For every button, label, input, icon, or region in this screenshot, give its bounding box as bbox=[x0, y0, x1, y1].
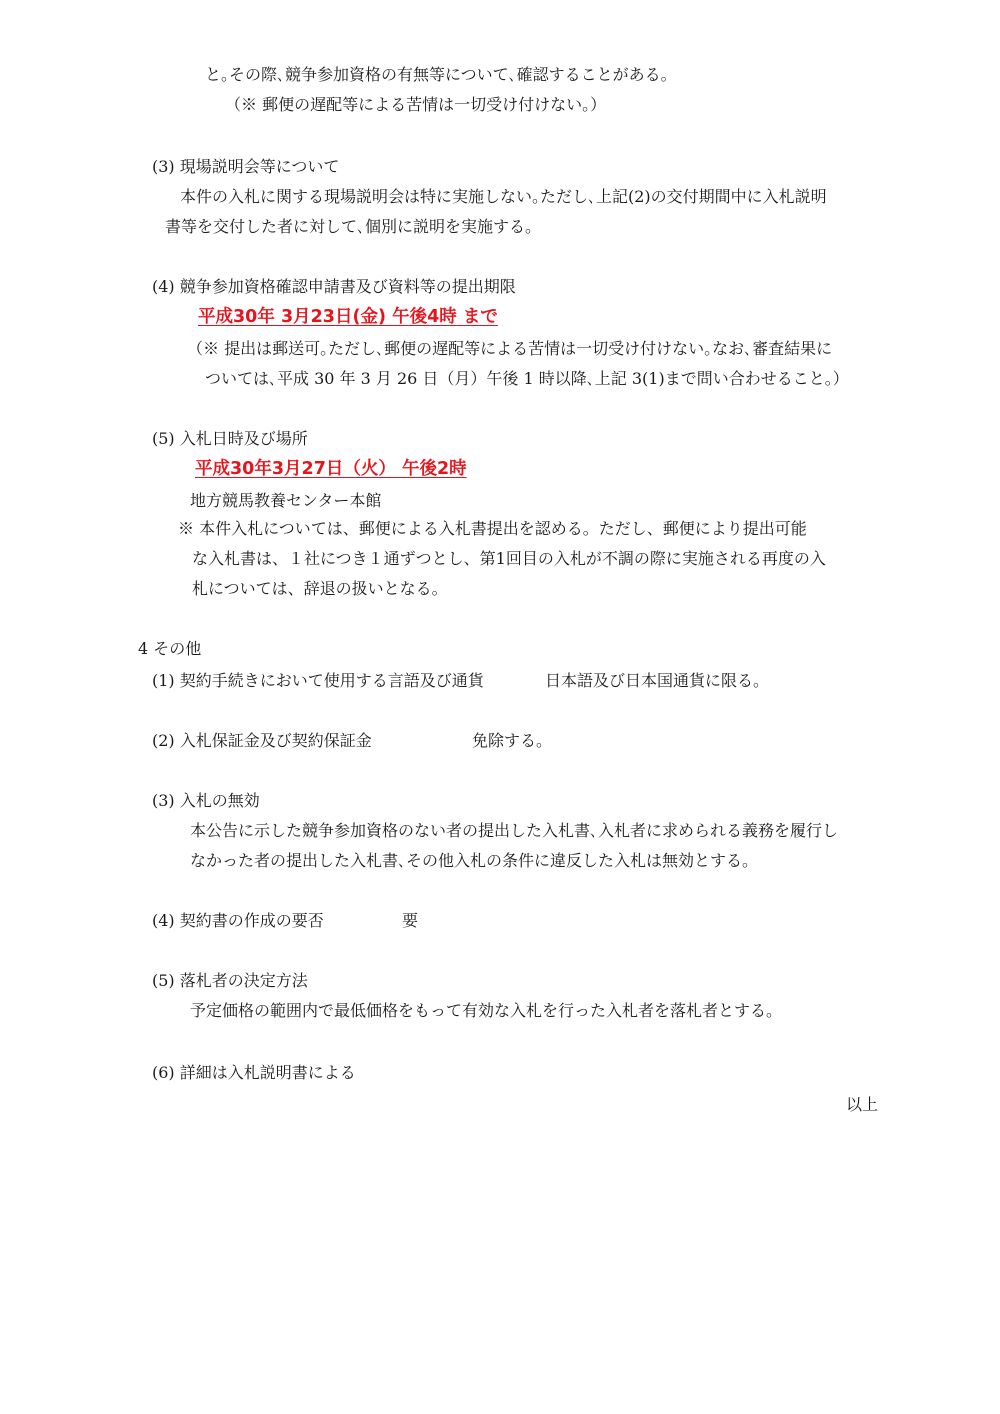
bid-datetime-highlight: 平成30年3月27日（火） 午後2時 bbox=[195, 459, 467, 479]
other-item-3-body: 本公告に示した競争参加資格のない者の提出した入札書､入札者に求められる義務を履行し bbox=[190, 821, 839, 840]
closing-mark: 以上 bbox=[846, 1095, 879, 1114]
other-item-6-label: (6) 詳細は入札説明書による bbox=[152, 1063, 356, 1082]
section-4-other-heading: 4 その他 bbox=[138, 639, 202, 658]
cont-line: と｡その際､競争参加資格の有無等について､確認することがある｡ bbox=[205, 65, 669, 84]
section-5-note: 札については、辞退の扱いとなる。 bbox=[192, 579, 448, 598]
section-5-note: な入札書は、１社につき１通ずつとし、第1回目の入札が不調の際に実施される再度の入 bbox=[192, 549, 826, 568]
section-4-heading: (4) 競争参加資格確認申請書及び資料等の提出期限 bbox=[152, 277, 516, 296]
other-item-5-label: (5) 落札者の決定方法 bbox=[152, 971, 308, 990]
other-item-4-label: (4) 契約書の作成の要否 bbox=[152, 911, 324, 930]
section-5-heading: (5) 入札日時及び場所 bbox=[152, 429, 308, 448]
other-item-3-body: なかった者の提出した入札書､その他入札の条件に違反した入札は無効とする｡ bbox=[190, 851, 751, 870]
other-item-1-label: (1) 契約手続きにおいて使用する言語及び通貨 bbox=[152, 671, 484, 690]
cont-note: （※ 郵便の遅配等による苦情は一切受け付けない｡） bbox=[225, 95, 607, 114]
deadline-highlight: 平成30年 3月23日(金) 午後4時 まで bbox=[198, 307, 498, 327]
section-4-note: （※ 提出は郵送可｡ただし､郵便の遅配等による苦情は一切受け付けない｡なお､審査結果に bbox=[187, 339, 833, 358]
section-5-note: ※ 本件入札については、郵便による入札書提出を認める。ただし、郵便により提出可能 bbox=[178, 519, 807, 538]
other-item-3-label: (3) 入札の無効 bbox=[152, 791, 260, 810]
other-item-1-value: 日本語及び日本国通貨に限る。 bbox=[545, 671, 770, 690]
section-4-note: ついては､平成 30 年 3 月 26 日（月）午後 1 時以降､上記 3(1)まで問い合わせること｡） bbox=[205, 369, 849, 388]
other-item-5-body: 予定価格の範囲内で最低価格をもって有効な入札を行った入札者を落札者とする。 bbox=[190, 1001, 783, 1020]
section-3-heading: (3) 現場説明会等について bbox=[152, 157, 340, 176]
section-3-body: 本件の入札に関する現場説明会は特に実施しない｡ただし､上記(2)の交付期間中に入札説明 bbox=[180, 187, 827, 206]
other-item-2-label: (2) 入札保証金及び契約保証金 bbox=[152, 731, 372, 750]
section-3-body: 書等を交付した者に対して､個別に説明を実施する｡ bbox=[165, 217, 534, 236]
other-item-4-value: 要 bbox=[402, 911, 419, 930]
other-item-2-value: 免除する。 bbox=[472, 731, 553, 750]
bid-place: 地方競馬教養センター本館 bbox=[190, 491, 382, 510]
